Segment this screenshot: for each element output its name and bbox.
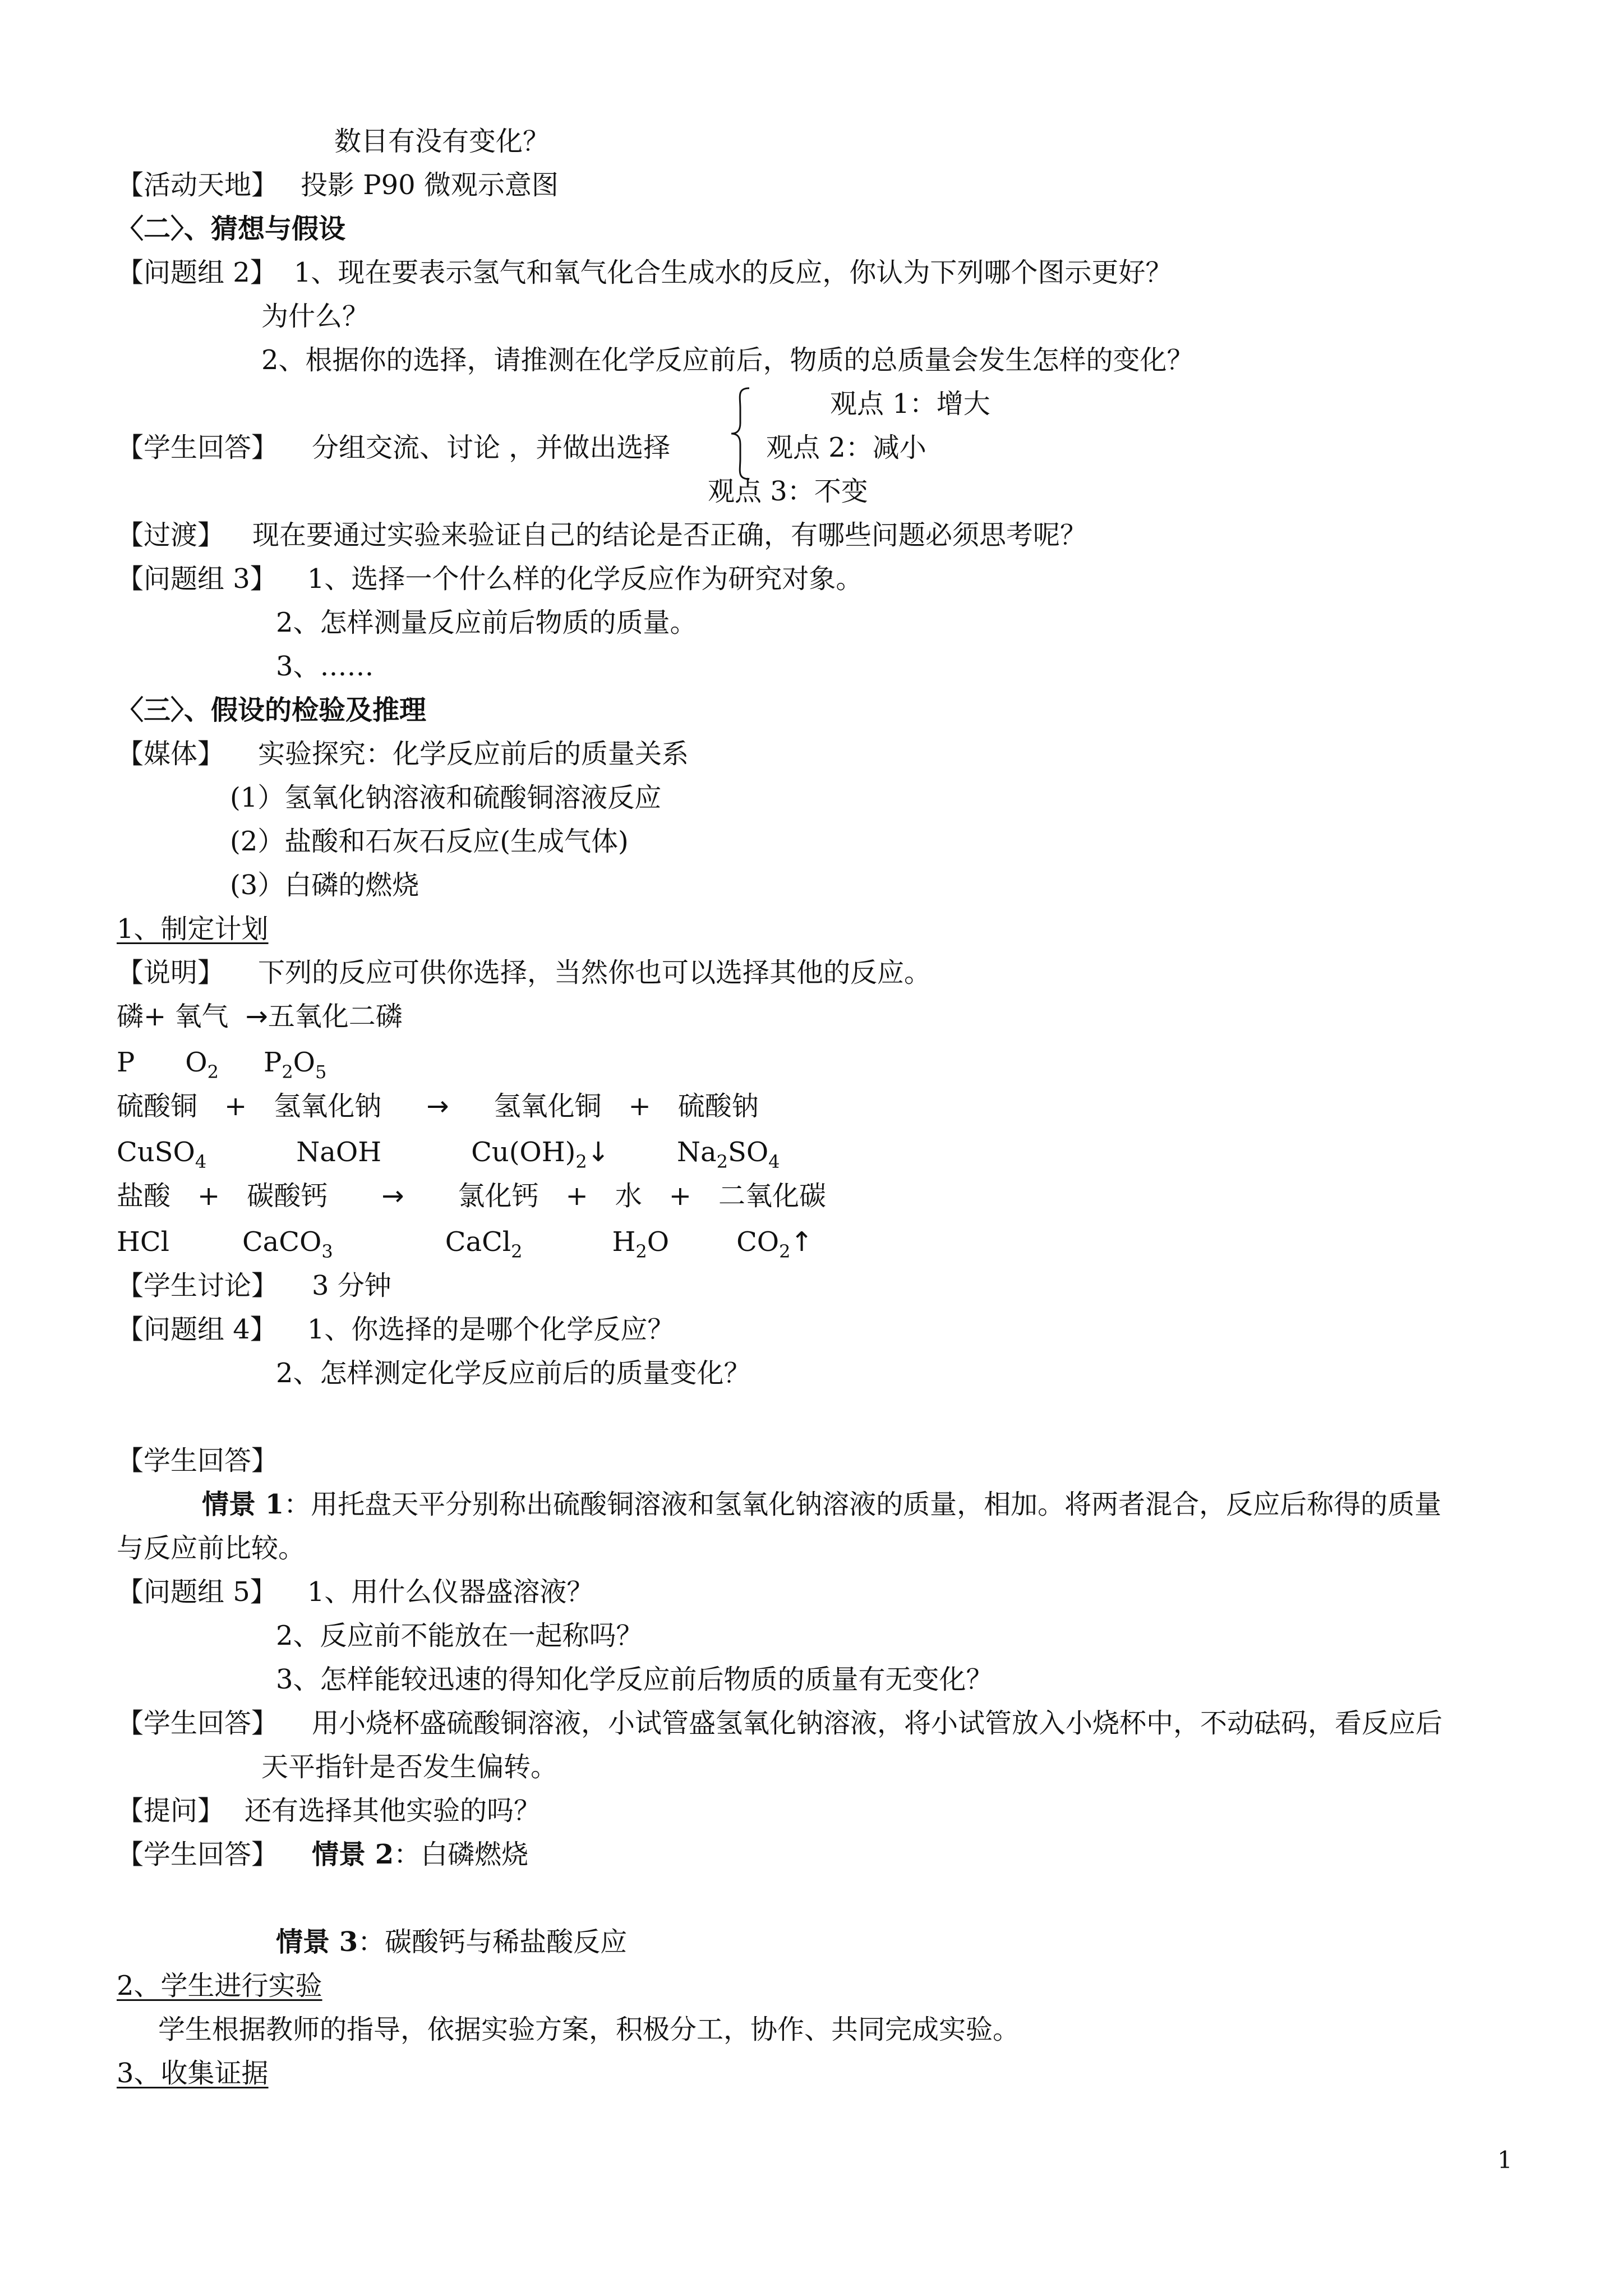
text-line: 3、怎样能较迅速的得知化学反应前后物质的质量有无变化？ [276, 1664, 993, 1695]
up-arrow-icon: ↑ [790, 1226, 813, 1258]
line-text: 下列的反应可供你选择，当然你也可以选择其他的反应。 [258, 957, 932, 988]
page-number: 1 [1497, 2146, 1513, 2174]
formula: CaCO$_3$ [242, 1226, 333, 1262]
section-tag: 【学生回答】 [117, 1839, 279, 1870]
text-line: 3、…… [276, 651, 374, 682]
text-line [117, 518, 1087, 552]
reactant: 硫酸铜 [117, 1091, 198, 1122]
section-tag: 【学生回答】 [117, 1445, 279, 1476]
formula: P [117, 1047, 135, 1078]
section-tag: 【过渡】 [117, 519, 225, 551]
section-heading: 〈三〉、假设的检验及推理 [117, 694, 427, 726]
formula: CaCl$_2$ [445, 1226, 523, 1262]
line-text: 投影 P90 微观示意图 [301, 169, 559, 201]
reactant: 盐酸 [117, 1180, 171, 1212]
text-line [117, 1794, 541, 1828]
section-tag: 【问题组 4】 [117, 1314, 277, 1345]
line-text: 1、现在要表示氢气和氧气化合生成水的反应，你认为下列哪个图示更好？ [293, 257, 1173, 288]
text-line [117, 256, 1172, 289]
line-text: 1、用什么仪器盛溶液？ [307, 1576, 594, 1608]
formula: $Cu(OH)_2↓$ [471, 1137, 610, 1172]
formula: $P_2O_5$ [264, 1047, 327, 1083]
formula: $O_2$ [185, 1047, 219, 1083]
line-text: 1、选择一个什么样的化学反应作为研究对象。 [307, 563, 863, 595]
text-line [117, 562, 863, 596]
line-text: 1、你选择的是哪个化学反应？ [307, 1314, 675, 1345]
reactant: 碳酸钙 [247, 1180, 328, 1212]
section-tag: 【学生讨论】 [117, 1270, 279, 1301]
text-line: 2、怎样测量反应前后物质的质量。 [276, 607, 697, 638]
text-line [202, 1488, 1441, 1521]
text-line [117, 1575, 593, 1609]
product: 氯化钙 [458, 1180, 539, 1212]
arrow-icon: → [381, 1180, 404, 1212]
chemical-formula-line [117, 1135, 780, 1179]
section-tag: 【活动天地】 [117, 169, 279, 201]
reaction-words [117, 1000, 403, 1033]
text-line [117, 1838, 528, 1871]
section-tag: 【说明】 [117, 957, 225, 988]
reaction-words: 盐酸 + 碳酸钙 → 氯化钙 + 水 + 二氧化碳 [117, 1180, 826, 1212]
line-text: 用小烧杯盛硫酸铜溶液，小试管盛氢氧化钠溶液，将小试管放入小烧杯中，不动砝码，看反应后 [312, 1708, 1443, 1739]
section-tag: 【提问】 [117, 1795, 225, 1826]
reactant: 磷+ 氧气 [117, 1001, 229, 1032]
formula: $CO_2↑$ [736, 1226, 813, 1262]
section-tag: 【问题组 5】 [117, 1576, 277, 1608]
text-line: 2、根据你的选择，请推测在化学反应前后，物质的总质量会发生怎样的变化？ [261, 344, 1194, 376]
list-item: (2）盐酸和石灰石反应(生成气体) [230, 826, 629, 857]
line-text: ：碳酸钙与稀盐酸反应 [358, 1926, 628, 1958]
section-tag: 【媒体】 [117, 738, 225, 770]
text-line [117, 431, 670, 464]
line-text: 分组交流、讨论 ，并做出选择 [312, 432, 671, 463]
chemical-formula-line [117, 1225, 813, 1268]
list-item: (1）氢氧化钠溶液和硫酸铜溶液反应 [230, 782, 662, 813]
text-line: 天平指针是否发生偏转。 [261, 1751, 558, 1783]
product: 二氧化碳 [718, 1180, 826, 1212]
text-line [117, 956, 931, 990]
text-line: 与反应前比较。 [117, 1533, 306, 1564]
product: 氢氧化铜 [494, 1091, 602, 1122]
text-line [117, 168, 559, 202]
formula: $H_2O$ [612, 1226, 670, 1262]
arrow-icon: → [245, 1001, 268, 1032]
viewpoint-1: 观点 1：增大 [830, 388, 990, 420]
formula: $Na_2SO_4$ [676, 1137, 780, 1172]
line-text: ：用托盘天平分别称出硫酸铜溶液和氢氧化钠溶液的质量，相加。将两者混合，反应后称得的质量 [284, 1489, 1442, 1520]
text-line [117, 1706, 1442, 1740]
text-line [117, 1269, 391, 1303]
list-item: (3）白磷的燃烧 [230, 869, 419, 901]
text-line [276, 1925, 627, 1959]
product: 五氧化二磷 [268, 1001, 403, 1032]
viewpoint-3: 观点 3：不变 [708, 476, 868, 507]
reactant: 氢氧化钠 [274, 1091, 382, 1122]
product: 硫酸钠 [677, 1091, 759, 1122]
section-tag: 【问题组 2】 [117, 257, 277, 288]
formula: HCl [117, 1226, 169, 1258]
text-line: 2、怎样测定化学反应前后的质量变化？ [276, 1358, 751, 1389]
text-line: 学生根据教师的指导，依据实验方案，积极分工，协作、共同完成实验。 [158, 2014, 1020, 2045]
section-tag: 【学生回答】 [117, 1708, 279, 1739]
line-text: 现在要通过实验来验证自己的结论是否正确，有哪些问题必须思考呢？ [252, 519, 1087, 551]
section-tag: 【学生回答】 [117, 432, 279, 463]
formula: CuSO$_4$ [117, 1137, 207, 1172]
line-text: ：白磷燃烧 [394, 1839, 529, 1870]
section-heading: 〈二〉、猜想与假设 [117, 213, 346, 245]
scenario-label: 情景 3 [276, 1926, 358, 1958]
formula: NaOH [296, 1137, 382, 1168]
arrow-icon: → [426, 1091, 449, 1122]
subsection-heading: 3、收集证据 [117, 2058, 269, 2089]
subsection-heading: 1、制定计划 [117, 913, 269, 945]
text-line [117, 737, 689, 771]
text-line: 2、反应前不能放在一起称吗？ [276, 1620, 643, 1651]
viewpoint-2: 观点 2：减小 [766, 432, 926, 463]
down-arrow-icon: ↓ [587, 1137, 610, 1168]
chemical-formula-line [117, 1046, 326, 1089]
line-text: 实验探究：化学反应前后的质量关系 [258, 738, 689, 770]
line-text: 还有选择其他实验的吗？ [245, 1795, 541, 1826]
text-line [117, 1313, 674, 1346]
scenario-label: 情景 1 [202, 1489, 284, 1520]
reaction-words: 硫酸铜 + 氢氧化钠 → 氢氧化铜 + 硫酸钠 [117, 1091, 759, 1122]
text-line: 为什么？ [261, 301, 370, 332]
product: 水 [615, 1180, 642, 1212]
line-text: 3 分钟 [312, 1270, 391, 1301]
scenario-label: 情景 2 [312, 1839, 394, 1870]
text-line: 数目有没有变化？ [334, 126, 550, 157]
subsection-heading: 2、学生进行实验 [117, 1970, 322, 2001]
brace-icon [729, 386, 751, 481]
section-tag: 【问题组 3】 [117, 563, 277, 595]
